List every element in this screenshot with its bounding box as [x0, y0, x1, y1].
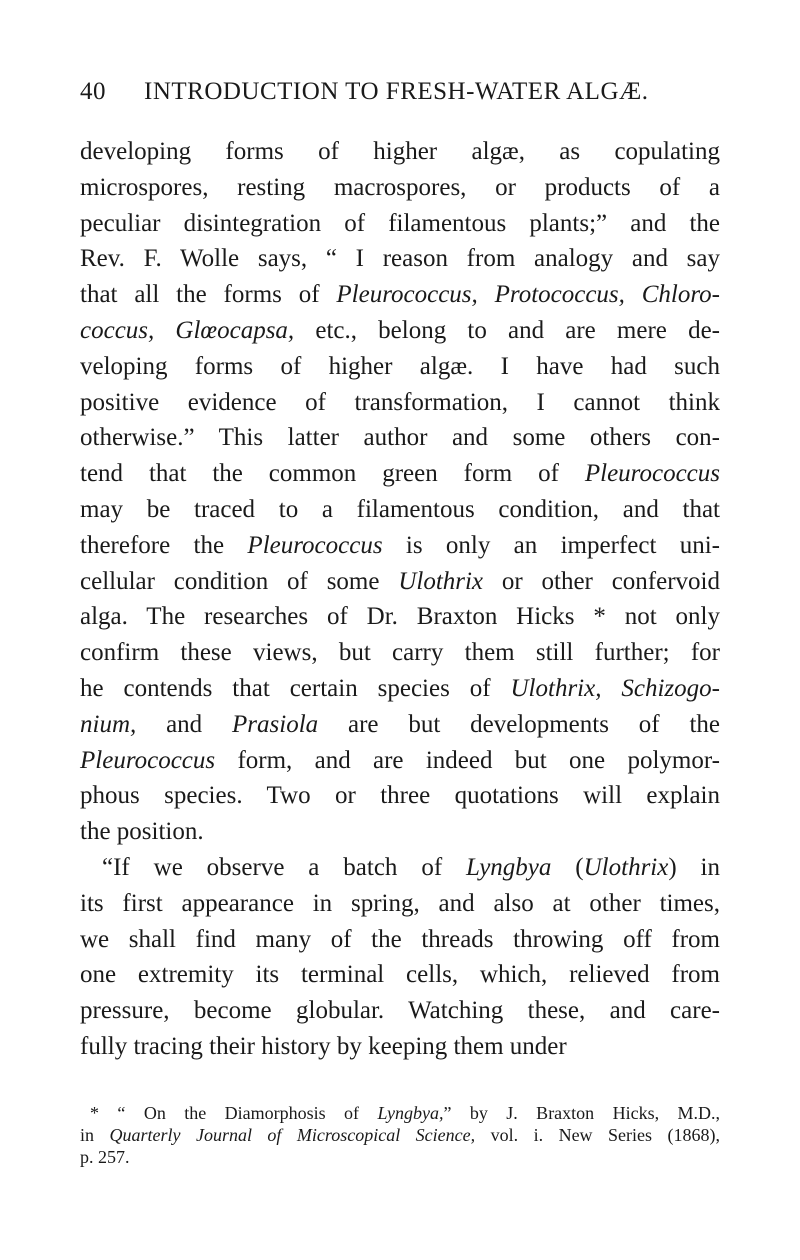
text-line	[80, 385, 720, 421]
text-line	[80, 743, 720, 779]
text-run: is only an imperfect uni-	[382, 531, 720, 559]
text-line	[80, 635, 720, 671]
italic-text: Lyngbya,	[377, 1103, 444, 1123]
footnote-line	[80, 1102, 720, 1124]
body-text	[80, 134, 720, 1065]
text-run: are but developments of the	[318, 710, 720, 738]
text-run: microspores, resting macrospores, or products of a	[80, 173, 720, 201]
text-run: * “ On the Diamorphosis of	[90, 1103, 378, 1123]
text-run: ) in	[668, 853, 721, 881]
text-run: alga. The researches of Dr. Braxton Hicks * not only	[80, 603, 720, 631]
text-run: etc., belong to and are mere de-	[294, 316, 720, 344]
text-run: confirm these views, but carry them still further; for	[80, 639, 720, 667]
text-line	[80, 170, 720, 206]
text-line	[80, 814, 720, 850]
italic-text: Quarterly Journal of Microscopical Science,	[109, 1125, 476, 1145]
text-line	[80, 241, 720, 277]
text-line	[80, 277, 720, 313]
text-line	[80, 313, 720, 349]
italic-text: Lyngbya	[466, 853, 552, 881]
text-run: or other confervoid	[483, 567, 721, 595]
text-line	[80, 707, 720, 743]
text-run: (	[551, 853, 584, 881]
italic-text: Ulothrix, Schizogo-	[510, 674, 720, 702]
text-run: otherwise.” This latter author and some others con-	[80, 424, 720, 452]
footnote	[80, 1102, 720, 1168]
footnote-line	[80, 1146, 720, 1168]
text-run: cellular condition of some	[80, 567, 399, 595]
text-run: peculiar disintegration of filamentous plants;” and the	[80, 209, 720, 237]
text-run: p. 257.	[80, 1147, 130, 1167]
text-run: we shall find many of the threads throwing off from	[80, 925, 720, 953]
text-run: pressure, become globular. Watching these, and care-	[80, 997, 720, 1025]
italic-text: nium,	[80, 710, 137, 738]
text-line	[80, 492, 720, 528]
text-run: its first appearance in spring, and also at other times,	[80, 889, 720, 917]
text-run: may be traced to a filamentous condition, and that	[80, 495, 720, 523]
italic-text: Prasiola	[232, 710, 319, 738]
text-line	[80, 850, 720, 886]
text-run: phous species. Two or three quotations will explain	[80, 782, 720, 810]
italic-text: coccus, Glœocapsa,	[80, 316, 295, 344]
text-run: therefore the	[80, 531, 248, 559]
text-run: one extremity its terminal cells, which, relieved from	[80, 961, 720, 989]
text-line	[80, 957, 720, 993]
text-line	[80, 599, 720, 635]
text-run: developing forms of higher algæ, as copulating	[80, 138, 720, 165]
italic-text: Pleurococcus	[80, 746, 216, 774]
text-line	[80, 671, 720, 707]
text-line	[80, 993, 720, 1029]
text-line	[80, 564, 720, 600]
text-line	[80, 1029, 720, 1065]
running-title: INTRODUCTION TO FRESH-WATER ALGÆ.	[144, 78, 649, 105]
text-run: form, and are indeed but one polymor-	[215, 746, 720, 774]
text-run: veloping forms of higher algæ. I have had such	[80, 352, 720, 380]
italic-text: Pleurococcus	[584, 460, 720, 488]
text-run: “If we observe a batch of	[102, 853, 467, 881]
text-run: positive evidence of transformation, I cannot think	[80, 388, 720, 416]
italic-text: Pleurococcus	[247, 531, 383, 559]
text-line	[80, 349, 720, 385]
text-run: that all the forms of	[80, 281, 337, 309]
text-run: he contends that certain species of	[80, 674, 511, 702]
text-line	[80, 778, 720, 814]
text-line	[80, 420, 720, 456]
text-run: Rev. F. Wolle says, “ I reason from analogy and say	[80, 245, 720, 273]
text-run: in	[80, 1125, 110, 1145]
footnote-line	[80, 1124, 720, 1146]
italic-text: Pleurococcus, Protococcus, Chloro-	[336, 281, 720, 309]
running-head	[80, 78, 720, 114]
text-line	[80, 886, 720, 922]
page	[80, 78, 720, 1065]
text-run: and	[136, 710, 233, 738]
text-line	[80, 134, 720, 170]
italic-text: Ulothrix	[398, 567, 484, 595]
text-run: ” by J. Braxton Hicks, M.D.,	[443, 1103, 721, 1123]
text-line	[80, 206, 720, 242]
page-number: 40	[80, 78, 106, 105]
text-line	[80, 922, 720, 958]
text-run: tend that the common green form of	[80, 460, 585, 488]
text-line	[80, 528, 720, 564]
text-run: the position.	[80, 818, 204, 846]
text-run: vol. i. New Series (1868),	[475, 1125, 720, 1145]
italic-text: Ulothrix	[583, 853, 669, 881]
text-line	[80, 456, 720, 492]
text-run: fully tracing their history by keeping them under	[80, 1032, 567, 1060]
